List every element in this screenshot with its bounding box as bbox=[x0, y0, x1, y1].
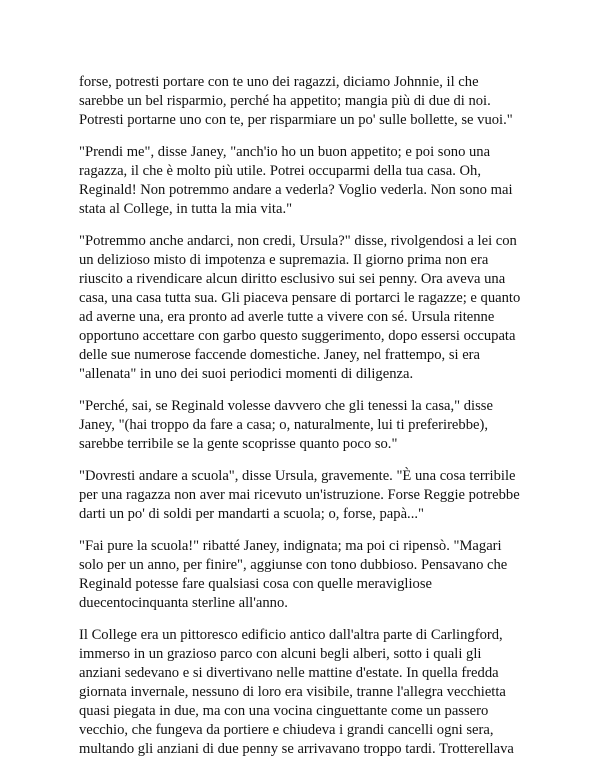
text-line: per una ragazza non aver mai ricevuto un'istruzione. Forse Reggie potrebbe bbox=[79, 487, 520, 503]
text-line: duecentocinquanta sterline all'anno. bbox=[79, 595, 288, 611]
text-line: ad averne una, era pronto ad averle tutte a vivere con sé. Ursula ritenne bbox=[79, 309, 495, 325]
text-line: vecchio, che fungeva da portiere e chiudeva i grandi cancelli ogni sera, bbox=[79, 722, 494, 738]
paragraph-1 bbox=[79, 73, 541, 130]
text-line: "Fai pure la scuola!" ribatté Janey, indignata; ma poi ci ripensò. "Magari bbox=[79, 538, 502, 554]
text-line: quasi piegata in due, ma con una vocina cinguettante come un passero bbox=[79, 703, 489, 719]
text-line: "Prendi me", disse Janey, "anch'io ho un buon appetito; e poi sono una bbox=[79, 144, 491, 160]
text-line: stata al College, in tutta la mia vita." bbox=[79, 201, 293, 217]
text-line: Il College era un pittoresco edificio antico dall'altra parte di Carlingford, bbox=[79, 627, 503, 643]
text-line: casa, una casa tutta sua. Gli piaceva pensare di portarci le ragazze; e quanto bbox=[79, 290, 521, 306]
text-line: anziani sedevano e si divertivano nelle mattine d'estate. In quella fredda bbox=[79, 665, 499, 681]
text-line: darti un po' di soldi per mandarti a scuola; o, forse, papà..." bbox=[79, 506, 424, 522]
paragraph-3 bbox=[79, 232, 541, 384]
text-line: Reginald! Non potremmo andare a vederla? Voglio vederla. Non sono mai bbox=[79, 182, 513, 198]
text-line: immerso in un grazioso parco con alcuni begli alberi, sotto i quali gli bbox=[79, 646, 482, 662]
text-line: opportuno accettare con garbo questo suggerimento, dopo essersi occupata bbox=[79, 328, 516, 344]
text-line: sarebbe un bel risparmio, perché ha appetito; mangia più di due di noi. bbox=[79, 93, 491, 109]
text-line: un delizioso misto di impotenza e supremazia. Il giorno prima non era bbox=[79, 252, 489, 268]
text-line: giornata invernale, nessuno di loro era visibile, tranne l'allegra vecchietta bbox=[79, 684, 506, 700]
text-line: Janey, "(hai troppo da fare a casa; o, naturalmente, lui ti preferirebbe), bbox=[79, 417, 488, 433]
text-line: sarebbe terribile se la gente scoprisse quanto poco so." bbox=[79, 436, 398, 452]
text-line: multando gli anziani di due penny se arrivavano troppo tardi. Trotterellava bbox=[79, 741, 514, 757]
text-line: riuscito a rivendicare alcun diritto esclusivo sui sei penny. Ora aveva una bbox=[79, 271, 506, 287]
text-line: solo per un anno, per finire", aggiunse con tono dubbioso. Pensavano che bbox=[79, 557, 508, 573]
text-line: Reginald potesse fare qualsiasi cosa con quelle meravigliose bbox=[79, 576, 432, 592]
paragraph-5 bbox=[79, 467, 541, 524]
text-line: "allenata" in uno dei suoi periodici momenti di diligenza. bbox=[79, 366, 414, 382]
text-line: ragazza, il che è molto più utile. Potrei occuparmi della tua casa. Oh, bbox=[79, 163, 481, 179]
text-line: "Potremmo anche andarci, non credi, Ursula?" disse, rivolgendosi a lei con bbox=[79, 233, 517, 249]
text-line: forse, potresti portare con te uno dei ragazzi, diciamo Johnnie, il che bbox=[79, 74, 479, 90]
paragraph-7 bbox=[79, 626, 541, 759]
paragraph-2 bbox=[79, 143, 541, 219]
text-line: "Dovresti andare a scuola", disse Ursula, gravemente. "È una cosa terribile bbox=[79, 468, 516, 484]
text-line: Potresti portarne uno con te, per risparmiare un po' sulle bollette, se vuoi." bbox=[79, 112, 513, 128]
paragraph-6 bbox=[79, 537, 541, 613]
text-line: delle sue numerose faccende domestiche. Janey, nel frattempo, si era bbox=[79, 347, 481, 363]
text-line: "Perché, sai, se Reginald volesse davvero che gli tenessi la casa," disse bbox=[79, 398, 493, 414]
paragraph-4 bbox=[79, 397, 541, 454]
document-page bbox=[79, 73, 541, 772]
